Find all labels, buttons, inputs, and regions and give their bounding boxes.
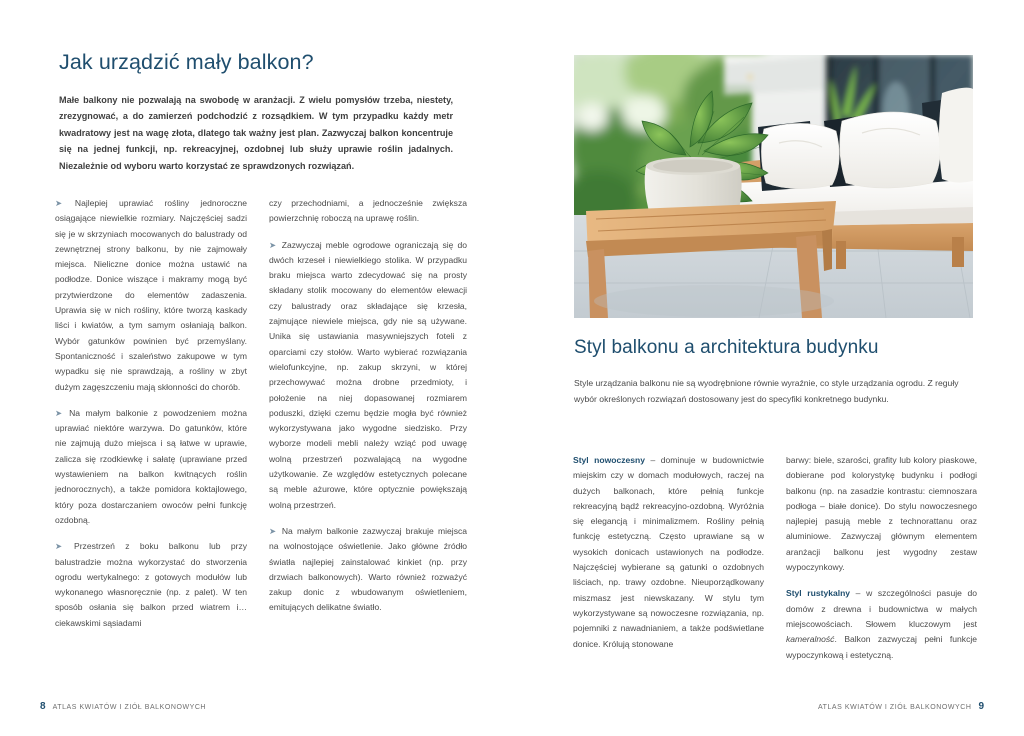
body-paragraph [786, 453, 977, 575]
section-title: Styl balkonu a architektura budynku [574, 337, 879, 358]
page-number: 8 [40, 701, 46, 712]
paragraph-text: Zazwyczaj meble ogrodowe ograniczają się do dwóch krzeseł i niewielkiego stolika. W przypadku braku miejsca warto zdecydować się na prosty składany stolik mocowany do elementów elewacji czy balustrady oraz składające się krzesła, zajmujące niewiele miejsca, gdy nie są używane. Unika się ustawiania masywniejszych foteli z oparciami czy stołów. Warto wybierać rozwiązania wielofunkcyjne, np. zakup skrzyni, w której przechowywać można drobne przedmioty, i położenie na niej dopasowanej rozmiarem poduszki, dzięki czemu będzie mogła być również wykorzystywana jako wygodne siedzisko. Przy wyborze modeli mebli należy wziąć pod uwagę wolną przestrzeń pozwalającą na wygodne użytkowanie. Ze względów estetycznych polecane są meble ażurowe, które optycznie powiększają wolną przestrzeń. [269, 239, 467, 510]
style-lead-in: Styl rustykalny [786, 588, 851, 599]
paragraph-text: barwy: biele, szarości, grafity lub kolory piaskowe, dobierane pod kolorystykę budynku i podłogi balkonu (np. na zasadzie kontrastu: ciemnoszara podłoga – białe donice). Do stylu nowoczesnego najlepiej pasują meble z technorattanu oraz aluminiowe. Zazwyczaj głównym elementem aranżacji balkonu jest wygodny zestaw wypoczynkowy. [786, 455, 977, 573]
paragraph-text: Na małym balkonie zazwyczaj brakuje miejsca na wolnostojące oświetlenie. Jako główne źródło światła najlepiej zainstalować kinkiet (np. przy drzwiach balkonowych). Warto również rozważyć zakup donic z wbudowanym oświetleniem, emitujących delikatne światło. [269, 525, 467, 613]
paragraph-text: czy przechodniami, a jednocześnie zwiększa powierzchnię roboczą na uprawę roślin. [269, 198, 467, 224]
footer-left [40, 701, 206, 712]
arrow-bullet-icon: ➤ [269, 239, 277, 250]
footer-title: ATLAS KWIATÓW I ZIÓŁ BALKONOWYCH [817, 704, 972, 711]
page-title: Jak urządzić mały balkon? [59, 50, 314, 74]
dash: – [645, 455, 661, 465]
paragraph-text-tail: . Balkon zazwyczaj pełni funkcje wypoczynkową i estetyczną. [786, 634, 977, 660]
left-page-column-2 [269, 196, 467, 631]
body-paragraph [269, 196, 467, 227]
right-page-column-2 [786, 453, 977, 663]
style-lead-in: Styl nowoczesny [573, 455, 646, 465]
paragraph-text: Przestrzeń z boku balkonu lub przy balustradzie można wykorzystać do stworzenia ogrodu wertykalnego: z gotowych modułów lub wykonanego własnoręcznie (np. z palet). W ten sposób osłania się balkon przed wiatrem i… ciekawskimi sąsiadami [55, 541, 247, 628]
arrow-bullet-icon: ➤ [55, 541, 63, 552]
arrow-bullet-icon: ➤ [55, 407, 63, 418]
paragraph-text: dominuje w budownictwie miejskim czy w domach modułowych, raczej na dużych balkonach, które pełnią funkcje rekreacyjną bądź rekreacyjno-ozdobną. Wyróżnia się elegancją i minimalizmem. Rośliny pełnią funkcję estetyczną. Często uprawiane są w wysokich donicach ustawionych na podłodze. Najczęściej wybierane są gatunki o ozdobnych liściach, np. trawy ozdobne. Nieuporządkowany miszmasz jest niewskazany. W stylu tym wykorzystywane są nowoczesne rozwiązania, np. pojemniki z nawadnianiem, a także podświetlane donice. Królują stonowane [573, 455, 764, 649]
arrow-bullet-icon: ➤ [55, 198, 63, 208]
dash: – [850, 588, 867, 599]
body-paragraph [573, 453, 764, 652]
balcony-photo [574, 55, 973, 318]
body-paragraph [55, 539, 247, 631]
footer-title: ATLAS KWIATÓW I ZIÓŁ BALKONOWYCH [52, 704, 207, 711]
keyword-emphasis: kameralność [786, 634, 835, 645]
paragraph-text: Na małym balkonie z powodzeniem można uprawiać niektóre warzywa. Do gatunków, które nie zajmują dużo miejsca i są łatwe w uprawie, zalicza się rzodkiewkę i sałatę (uprawiane przed wystawieniem na balkon kwitnących roślin jednorocznych), a także pomidora koktajlowego, który poza dostarczaniem owoców pełni funkcję ozdobną. [55, 407, 248, 525]
footer-right [818, 701, 984, 712]
page-number: 9 [978, 701, 984, 712]
arrow-bullet-icon: ➤ [269, 525, 277, 536]
page-right [512, 0, 1024, 736]
lead-paragraph: Małe balkony nie pozwalają na swobodę w aranżacji. Z wielu pomysłów trzeba, niestety, zrezygnować, a do zamierzeń podchodzić z rozsądkiem. W tym przypadku każdy metr kwadratowy jest na wagę złota, dlatego tak ważny jest plan. Zazwyczaj balkon koncentruje się na jednej funkcji, np. rekreacyjnej, ozdobnej lub służy uprawie roślin jadalnych. Niezależnie od wyboru warto korzystać ze sprawdzonych rozwiązań. [59, 95, 453, 171]
paragraph-text: Najlepiej uprawiać rośliny jednoroczne osiągające niewielkie rozmiary. Najczęściej sadzi się je w skrzyniach mocowanych do balustrady od zewnętrznej strony balkonu, by nie zajmowały miejsca. Nieliczne donice można ustawić na podłodze. Donice wiszące i makramy mogą być przytwierdzone do elementów zadaszenia. Uprawia się w nich rośliny, które tworzą kaskady liści i kwiatów, a tym samym osłaniają balkon. Wybór gatunków powinien być przemyślany. Spontaniczność i szaleństwo zakupowe w tym wypadku się nie sprawdzają, a rośliny w zbyt dużym zagęszczeniu mają skłonności do chorób. [55, 198, 247, 392]
right-page-column-1 [573, 453, 764, 663]
balcony-photo-illustration [574, 55, 973, 318]
body-paragraph [269, 524, 467, 616]
left-page-column-1 [55, 196, 247, 631]
body-paragraph [55, 196, 247, 395]
body-paragraph [786, 586, 977, 662]
section-intro: Style urządzania balkonu nie są wyodrębnione równie wyraźnie, co style urządzania ogrodu. Z reguły wybór określonych rozwiązań dostosowany jest do specyfiki konkretnego budynku. [574, 378, 959, 404]
body-paragraph [269, 238, 467, 513]
body-paragraph [55, 406, 247, 528]
paragraph-text: w szczególności pasuje do domów z drewna i budownictwa w małych miejscowościach. Słowem kluczowym jest [786, 588, 977, 629]
